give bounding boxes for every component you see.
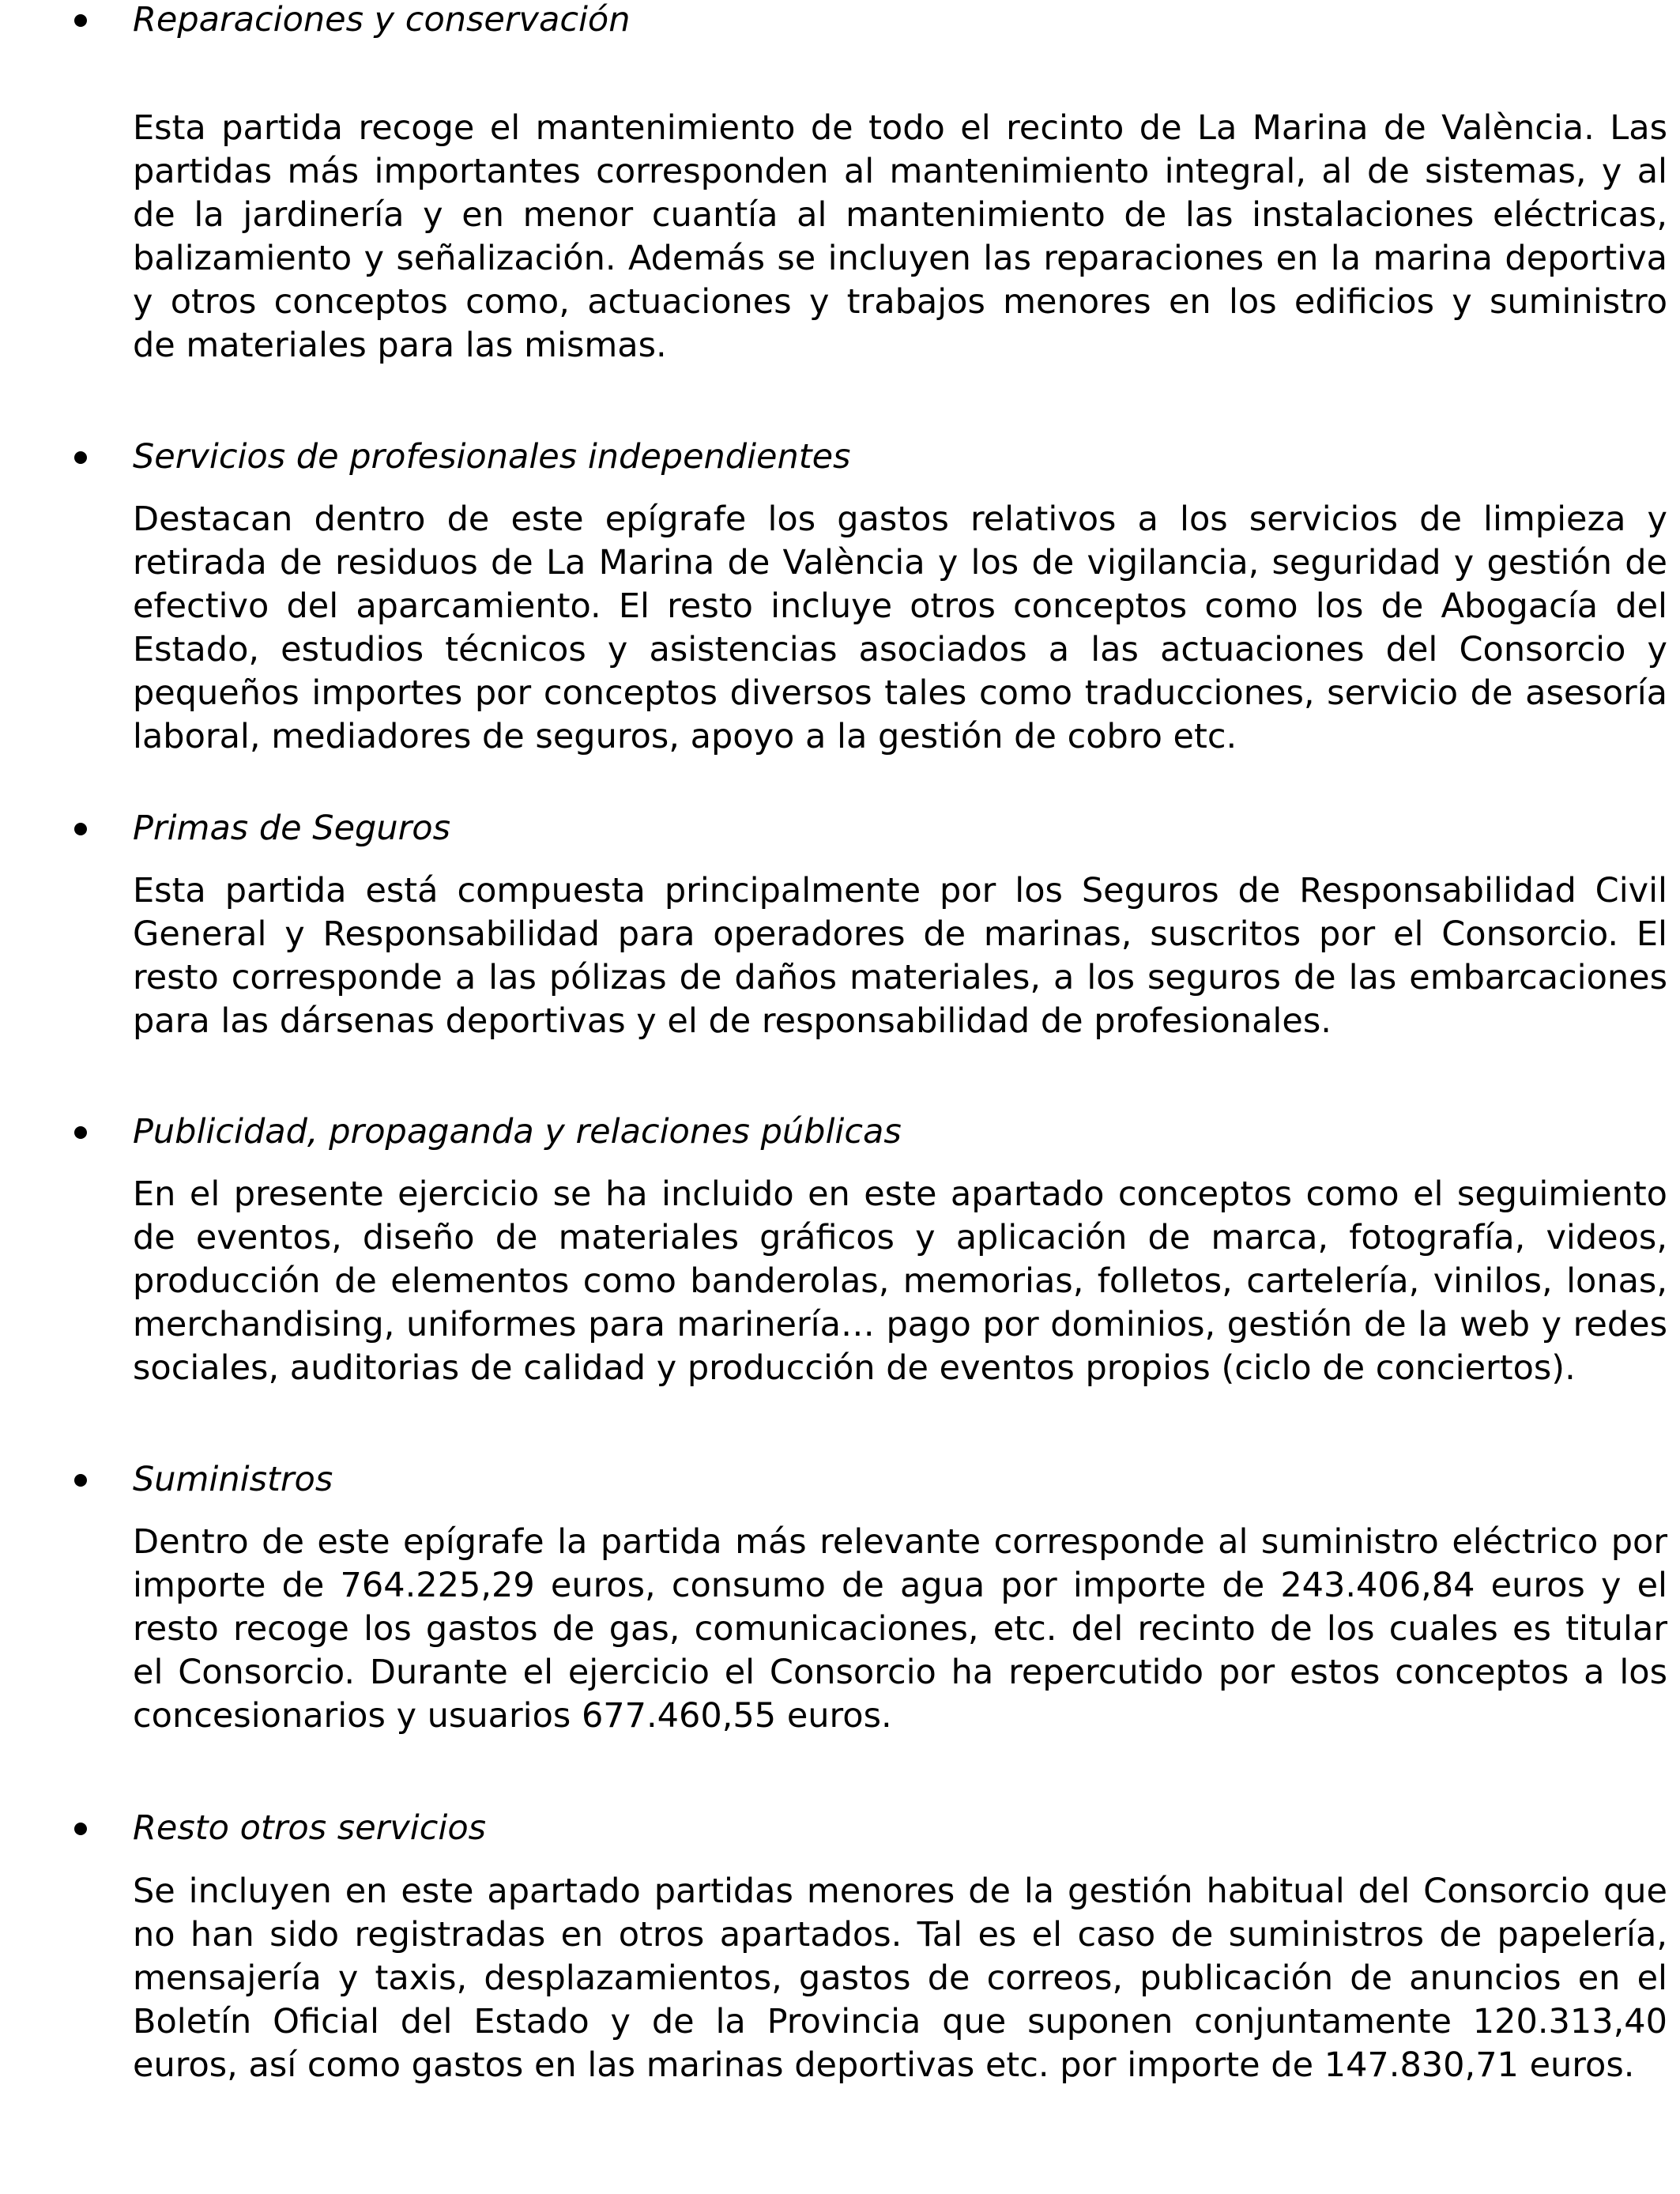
paragraph-line: Esta partida está compuesta principalmente por los Seguros de Responsabilidad Civil bbox=[133, 871, 1667, 910]
paragraph-line: producción de elementos como banderolas, memorias, folletos, cartelería, vinilos, lonas, bbox=[133, 1261, 1667, 1301]
section-heading: Primas de Seguros bbox=[133, 809, 450, 848]
paragraph-line: resto corresponde a las pólizas de daños materiales, a los seguros de las embarcaciones bbox=[133, 958, 1667, 997]
section-heading: Publicidad, propaganda y relaciones públicas bbox=[133, 1112, 902, 1152]
bullet-icon bbox=[74, 1823, 87, 1835]
section-paragraph bbox=[133, 498, 1667, 759]
paragraph-line: Boletín Oficial del Estado y de la Provincia que suponen conjuntamente 120.313,40 bbox=[133, 2002, 1667, 2041]
section-heading: Servicios de profesionales independientes bbox=[133, 437, 851, 477]
paragraph-line: Esta partida recoge el mantenimiento de todo el recinto de La Marina de València. Las bbox=[133, 108, 1667, 148]
section-heading: Reparaciones y conservación bbox=[133, 0, 631, 40]
paragraph-line: retirada de residuos de La Marina de València y los de vigilancia, seguridad y gestión de bbox=[133, 543, 1667, 582]
paragraph-line: laboral, mediadores de seguros, apoyo a la gestión de cobro etc. bbox=[133, 717, 1237, 756]
section-paragraph bbox=[133, 107, 1667, 368]
paragraph-line: de materiales para las mismas. bbox=[133, 326, 667, 365]
paragraph-line: Destacan dentro de este epígrafe los gastos relativos a los servicios de limpieza y bbox=[133, 499, 1667, 539]
paragraph-line: para las dársenas deportivas y el de responsabilidad de profesionales. bbox=[133, 1001, 1332, 1041]
section-paragraph bbox=[133, 1521, 1667, 1738]
section-paragraph bbox=[133, 869, 1667, 1043]
paragraph-line: de la jardinería y en menor cuantía al mantenimiento de las instalaciones eléctricas, bbox=[133, 195, 1667, 235]
paragraph-line: resto recoge los gastos de gas, comunicaciones, etc. del recinto de los cuales es titular bbox=[133, 1609, 1667, 1649]
bullet-icon bbox=[74, 14, 87, 27]
paragraph-line: merchandising, uniformes para marinería… pago por dominios, gestión de la web y redes bbox=[133, 1305, 1667, 1344]
bullet-icon bbox=[74, 451, 87, 464]
bullet-icon bbox=[74, 1474, 87, 1487]
paragraph-line: de eventos, diseño de materiales gráficos y aplicación de marca, fotografía, videos, bbox=[133, 1218, 1667, 1257]
paragraph-line: no han sido registradas en otros apartados. Tal es el caso de suministros de papelería, bbox=[133, 1915, 1667, 1955]
paragraph-line: y otros conceptos como, actuaciones y trabajos menores en los edificios y suministro bbox=[133, 282, 1667, 322]
paragraph-line: mensajería y taxis, desplazamientos, gastos de correos, publicación de anuncios en el bbox=[133, 1958, 1667, 1998]
paragraph-line: General y Responsabilidad para operadores de marinas, suscritos por el Consorcio. El bbox=[133, 914, 1667, 954]
paragraph-line: el Consorcio. Durante el ejercicio el Consorcio ha repercutido por estos conceptos a los bbox=[133, 1653, 1667, 1692]
paragraph-line: efectivo del aparcamiento. El resto incluye otros conceptos como los de Abogacía del bbox=[133, 586, 1667, 626]
section-heading: Suministros bbox=[133, 1460, 333, 1499]
paragraph-line: pequeños importes por conceptos diversos tales como traducciones, servicio de asesoría bbox=[133, 673, 1667, 713]
bullet-icon bbox=[74, 1126, 87, 1139]
paragraph-line: partidas más importantes corresponden al mantenimiento integral, al de sistemas, y al bbox=[133, 152, 1667, 191]
paragraph-line: Se incluyen en este apartado partidas menores de la gestión habitual del Consorcio que bbox=[133, 1872, 1667, 1911]
section-heading: Resto otros servicios bbox=[133, 1808, 487, 1848]
paragraph-line: En el presente ejercicio se ha incluido en este apartado conceptos como el seguimiento bbox=[133, 1174, 1667, 1214]
paragraph-line: euros, así como gastos en las marinas deportivas etc. por importe de 147.830,71 euros. bbox=[133, 2045, 1635, 2085]
paragraph-line: Estado, estudios técnicos y asistencias asociados a las actuaciones del Consorcio y bbox=[133, 630, 1667, 669]
paragraph-line: Dentro de este epígrafe la partida más relevante corresponde al suministro eléctrico por bbox=[133, 1522, 1667, 1562]
section-paragraph bbox=[133, 1870, 1667, 2087]
paragraph-line: balizamiento y señalización. Además se incluyen las reparaciones en la marina deportiva bbox=[133, 239, 1667, 278]
paragraph-line: concesionarios y usuarios 677.460,55 euros. bbox=[133, 1696, 892, 1736]
paragraph-line: sociales, auditorias de calidad y producción de eventos propios (ciclo de conciertos). bbox=[133, 1348, 1576, 1388]
bullet-icon bbox=[74, 823, 87, 835]
section-paragraph bbox=[133, 1173, 1667, 1390]
paragraph-line: importe de 764.225,29 euros, consumo de agua por importe de 243.406,84 euros y el bbox=[133, 1566, 1667, 1605]
